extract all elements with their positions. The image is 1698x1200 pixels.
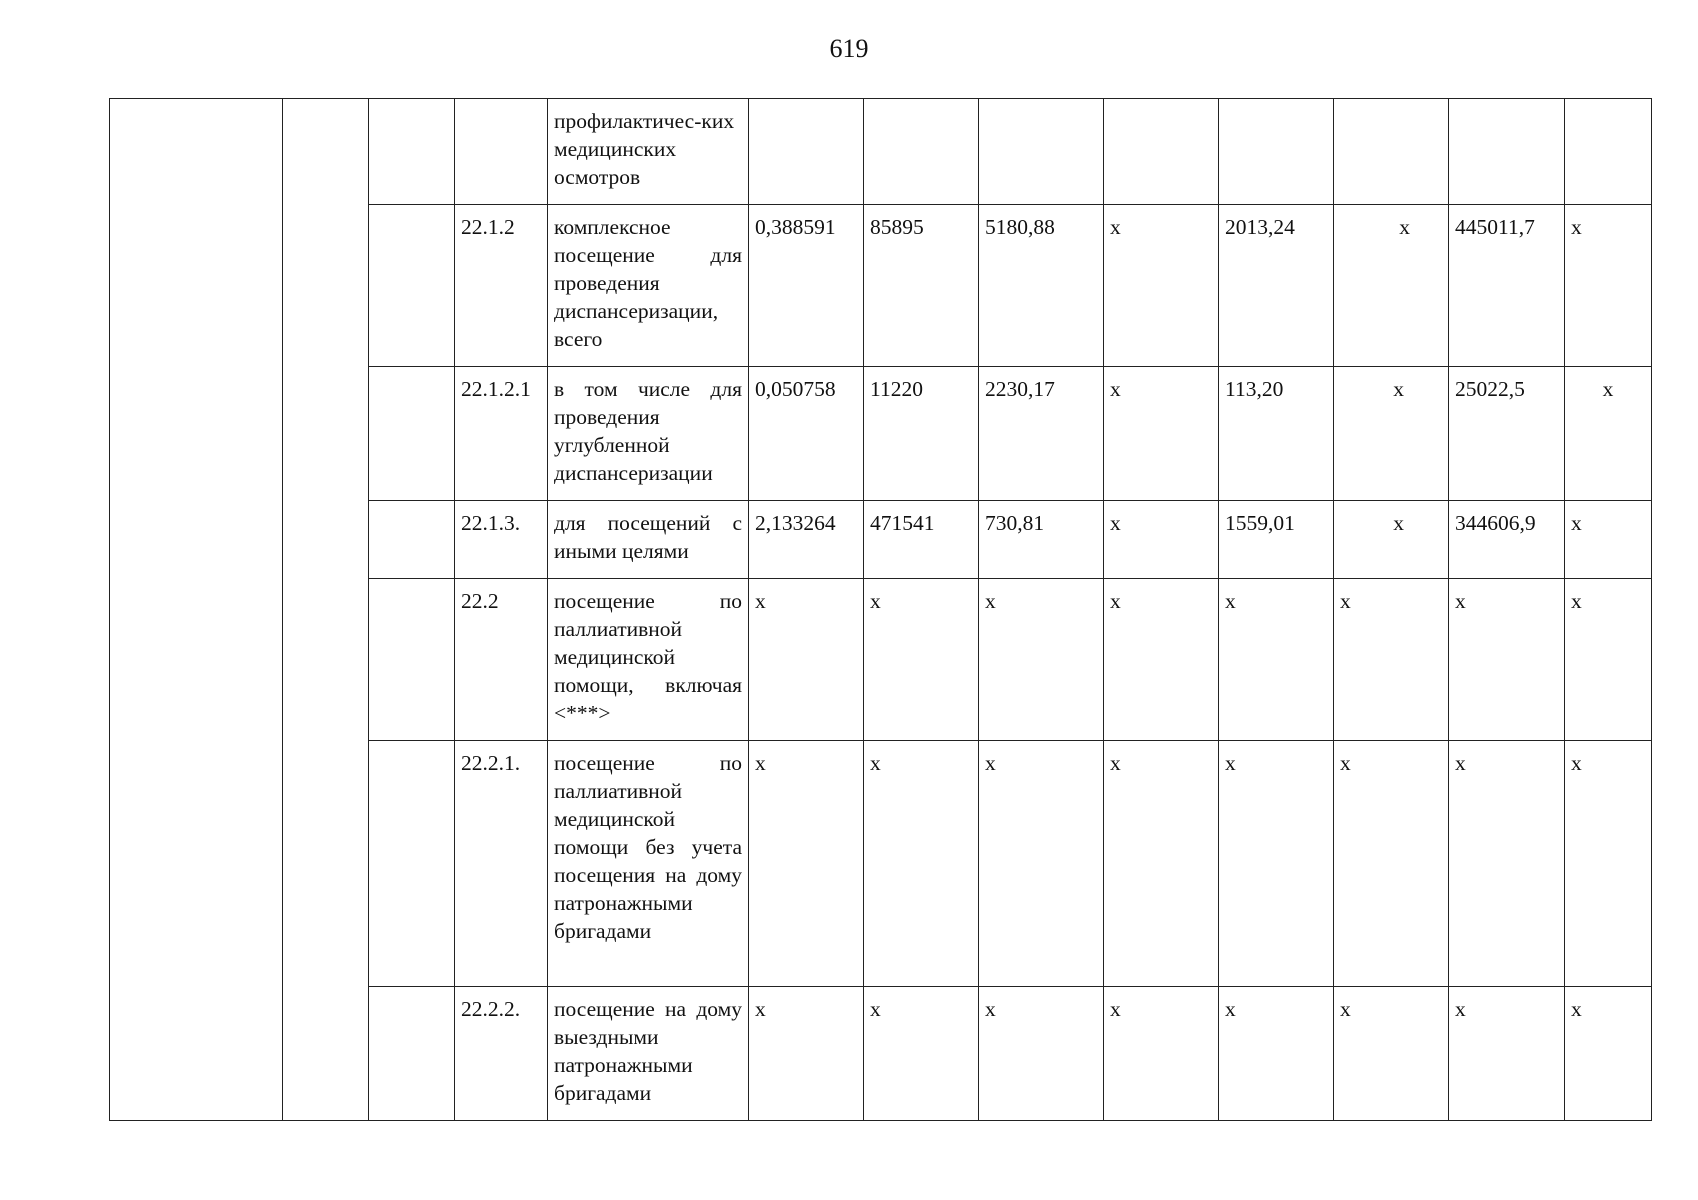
- value-cell: 471541: [864, 501, 979, 579]
- blank-cell: [369, 579, 455, 741]
- row-code: 22.1.3.: [455, 501, 548, 579]
- value-cell: х: [749, 579, 864, 741]
- value-cell: х: [1104, 741, 1219, 987]
- value-cell: 2230,17: [979, 367, 1104, 501]
- value-cell: х: [1565, 501, 1652, 579]
- row-description: в том числе для проведения углубленной диспансеризации: [548, 367, 749, 501]
- blank-cell: [369, 99, 455, 205]
- value-cell: 85895: [864, 205, 979, 367]
- value-cell: х: [1334, 579, 1449, 741]
- row-description: профилактичес-ких медицинских осмотров: [548, 99, 749, 205]
- value-cell: х: [1449, 579, 1565, 741]
- value-cell: х: [1565, 205, 1652, 367]
- row-description: посещение на дому выездными патронажными бригадами: [548, 987, 749, 1121]
- value-cell: х: [864, 741, 979, 987]
- value-cell: х: [979, 987, 1104, 1121]
- value-cell: х: [1219, 741, 1334, 987]
- row-code: 22.2.1.: [455, 741, 548, 987]
- value-cell: [979, 99, 1104, 205]
- value-cell: 344606,9: [1449, 501, 1565, 579]
- value-cell: 2,133264: [749, 501, 864, 579]
- value-cell: х: [864, 987, 979, 1121]
- row-description: комплексное посещение для проведения диспансеризации, всего: [548, 205, 749, 367]
- value-cell: х: [1565, 367, 1652, 501]
- value-cell: х: [1565, 579, 1652, 741]
- row-description: посещение по паллиативной медицинской помощи, включая <***>: [548, 579, 749, 741]
- value-cell: [1104, 99, 1219, 205]
- table-row: [110, 99, 1652, 205]
- value-cell: х: [1565, 987, 1652, 1121]
- value-cell: х: [1449, 741, 1565, 987]
- value-cell: х: [1334, 205, 1449, 367]
- value-cell: 0,050758: [749, 367, 864, 501]
- value-cell: [749, 99, 864, 205]
- value-cell: х: [864, 579, 979, 741]
- value-cell: х: [1104, 579, 1219, 741]
- value-cell: 445011,7: [1449, 205, 1565, 367]
- row-description: посещение по паллиативной медицинской помощи без учета посещения на дому патронажными бригадами: [548, 741, 749, 987]
- value-cell: х: [749, 987, 864, 1121]
- value-cell: х: [979, 741, 1104, 987]
- row-code: 22.1.2.1: [455, 367, 548, 501]
- row-description: для посещений с иными целями: [548, 501, 749, 579]
- value-cell: х: [1565, 741, 1652, 987]
- data-table: [109, 98, 1652, 1121]
- value-cell: [1449, 99, 1565, 205]
- value-cell: 5180,88: [979, 205, 1104, 367]
- value-cell: х: [979, 579, 1104, 741]
- merged-column-cell-1: [110, 99, 283, 1121]
- value-cell: 730,81: [979, 501, 1104, 579]
- blank-cell: [369, 987, 455, 1121]
- value-cell: х: [1104, 501, 1219, 579]
- value-cell: 11220: [864, 367, 979, 501]
- row-code: 22.2: [455, 579, 548, 741]
- value-cell: [1334, 99, 1449, 205]
- value-cell: х: [1219, 987, 1334, 1121]
- blank-cell: [369, 741, 455, 987]
- value-cell: х: [1104, 367, 1219, 501]
- value-cell: х: [1104, 987, 1219, 1121]
- page-number: 619: [829, 34, 869, 63]
- value-cell: х: [1449, 987, 1565, 1121]
- value-cell: 113,20: [1219, 367, 1334, 501]
- merged-column-cell-2: [283, 99, 369, 1121]
- value-cell: х: [1104, 205, 1219, 367]
- value-cell: 1559,01: [1219, 501, 1334, 579]
- value-cell: 2013,24: [1219, 205, 1334, 367]
- row-code: 22.2.2.: [455, 987, 548, 1121]
- value-cell: [1219, 99, 1334, 205]
- value-cell: х: [1334, 987, 1449, 1121]
- row-code: 22.1.2: [455, 205, 548, 367]
- blank-cell: [369, 367, 455, 501]
- value-cell: х: [1334, 367, 1449, 501]
- value-cell: [1565, 99, 1652, 205]
- blank-cell: [369, 205, 455, 367]
- value-cell: х: [1334, 501, 1449, 579]
- value-cell: 0,388591: [749, 205, 864, 367]
- value-cell: [864, 99, 979, 205]
- row-code: [455, 99, 548, 205]
- value-cell: 25022,5: [1449, 367, 1565, 501]
- value-cell: х: [1219, 579, 1334, 741]
- value-cell: х: [749, 741, 864, 987]
- value-cell: х: [1334, 741, 1449, 987]
- blank-cell: [369, 501, 455, 579]
